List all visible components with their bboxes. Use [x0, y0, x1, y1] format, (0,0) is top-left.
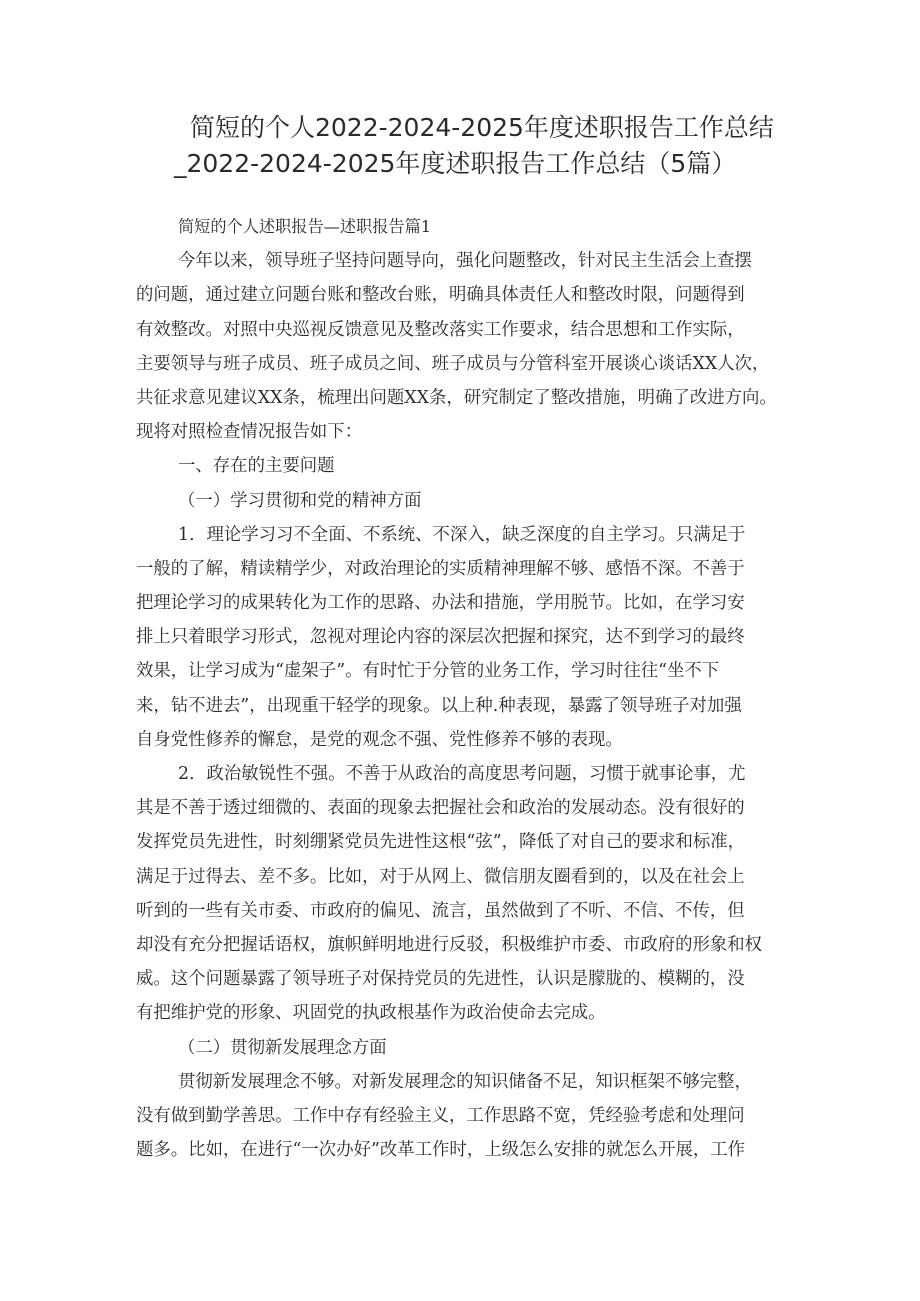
paragraph-line: 把理论学习的成果转化为工作的思路、办法和措施，学用脱节。比如，在学习安 — [136, 593, 745, 614]
paragraph-line: 效果，让学习成为“虚架子”。有时忙于分管的业务工作，学习时往往“坐不下 — [136, 661, 720, 682]
paragraph-line: 发挥党员先进性，时刻绷紧党员先进性这根“弦”，降低了对自己的要求和标准， — [136, 832, 746, 853]
paragraph-line: 满足于过得去、差不多。比如，对于从网上、微信朋友圈看到的，以及在社会上 — [136, 866, 745, 887]
paragraph-line: 现将对照检查情况报告如下： — [136, 422, 363, 443]
paragraph-line: 一般的了解，精读精学少，对政治理论的实质精神理解不够、感悟不深。不善于 — [136, 558, 745, 579]
paragraph-line: 主要领导与班子成员、班子成员之间、班子成员与分管科室开展谈心谈话XX人次， — [136, 353, 770, 374]
paragraph-line: 听到的一些有关市委、市政府的偏见、流言，虽然做到了不听、不信、不传，但 — [136, 900, 745, 921]
paragraph-line: 贯彻新发展理念不够。对新发展理念的知识储备不足，知识框架不够完整， — [178, 1071, 752, 1092]
paragraph-line: 威。这个问题暴露了领导班子对保持党员的先进性，认识是朦胧的、模糊的，没 — [136, 969, 745, 990]
paragraph-line: 没有做到勤学善思。工作中存有经验主义，工作思路不宽，凭经验考虑和处理问 — [136, 1105, 745, 1126]
heading-level-1: 一、存在的主要问题 — [178, 456, 335, 477]
paragraph-line: 1．理论学习习不全面、不系统、不深入，缺乏深度的自主学习。只满足于 — [178, 524, 746, 545]
paragraph-line: 自身党性修养的懈怠，是党的观念不强、党性修养不够的表现。 — [136, 729, 623, 750]
paragraph-line: 却没有充分把握话语权，旗帜鲜明地进行反驳，积极维护市委、市政府的形象和权 — [136, 934, 763, 955]
document-body — [136, 210, 796, 1167]
heading-level-2: （二）贯彻新发展理念方面 — [178, 1037, 387, 1058]
paragraph-line: 排上只着眼学习形式，忽视对理论内容的深层次把握和探究，达不到学习的最终 — [136, 627, 745, 648]
section-heading: 简短的个人述职报告—述职报告篇1 — [178, 217, 432, 236]
paragraph-line: 共征求意见建议XX条，梳理出问题XX条，研究制定了整改措施，明确了改进方向。 — [136, 387, 777, 408]
paragraph-line: 其是不善于透过细微的、表面的现象去把握社会和政治的发展动态。没有很好的 — [136, 798, 745, 819]
paragraph-line: 来，钻不进去”，出现重干轻学的现象。以上种.种表现，暴露了领导班子对加强 — [136, 695, 742, 716]
title-line-1: 简短的个人2022-2024-2025年度述职报告工作总结 — [190, 113, 774, 142]
title-line-2: _2022-2024-2025年度述职报告工作总结（5篇） — [174, 149, 737, 178]
document-title — [150, 110, 790, 182]
paragraph-line: 题多。比如，在进行“一次办好”改革工作时，上级怎么安排的就怎么开展，工作 — [136, 1140, 746, 1161]
paragraph-line: 的问题，通过建立问题台账和整改台账，明确具体责任人和整改时限，问题得到 — [136, 285, 745, 306]
paragraph-line: 有把维护党的形象、巩固党的执政根基作为政治使命去完成。 — [136, 1003, 606, 1024]
paragraph-line: 今年以来，领导班子坚持问题导向，强化问题整改，针对民主生活会上查摆 — [178, 251, 752, 272]
paragraph-line: 2．政治敏锐性不强。不善于从政治的高度思考问题，习惯于就事论事，尤 — [178, 764, 746, 784]
heading-level-2: （一）学习贯彻和党的精神方面 — [178, 490, 422, 511]
paragraph-line: 有效整改。对照中央巡视反馈意见及整改落实工作要求，结合思想和工作实际， — [136, 319, 745, 340]
